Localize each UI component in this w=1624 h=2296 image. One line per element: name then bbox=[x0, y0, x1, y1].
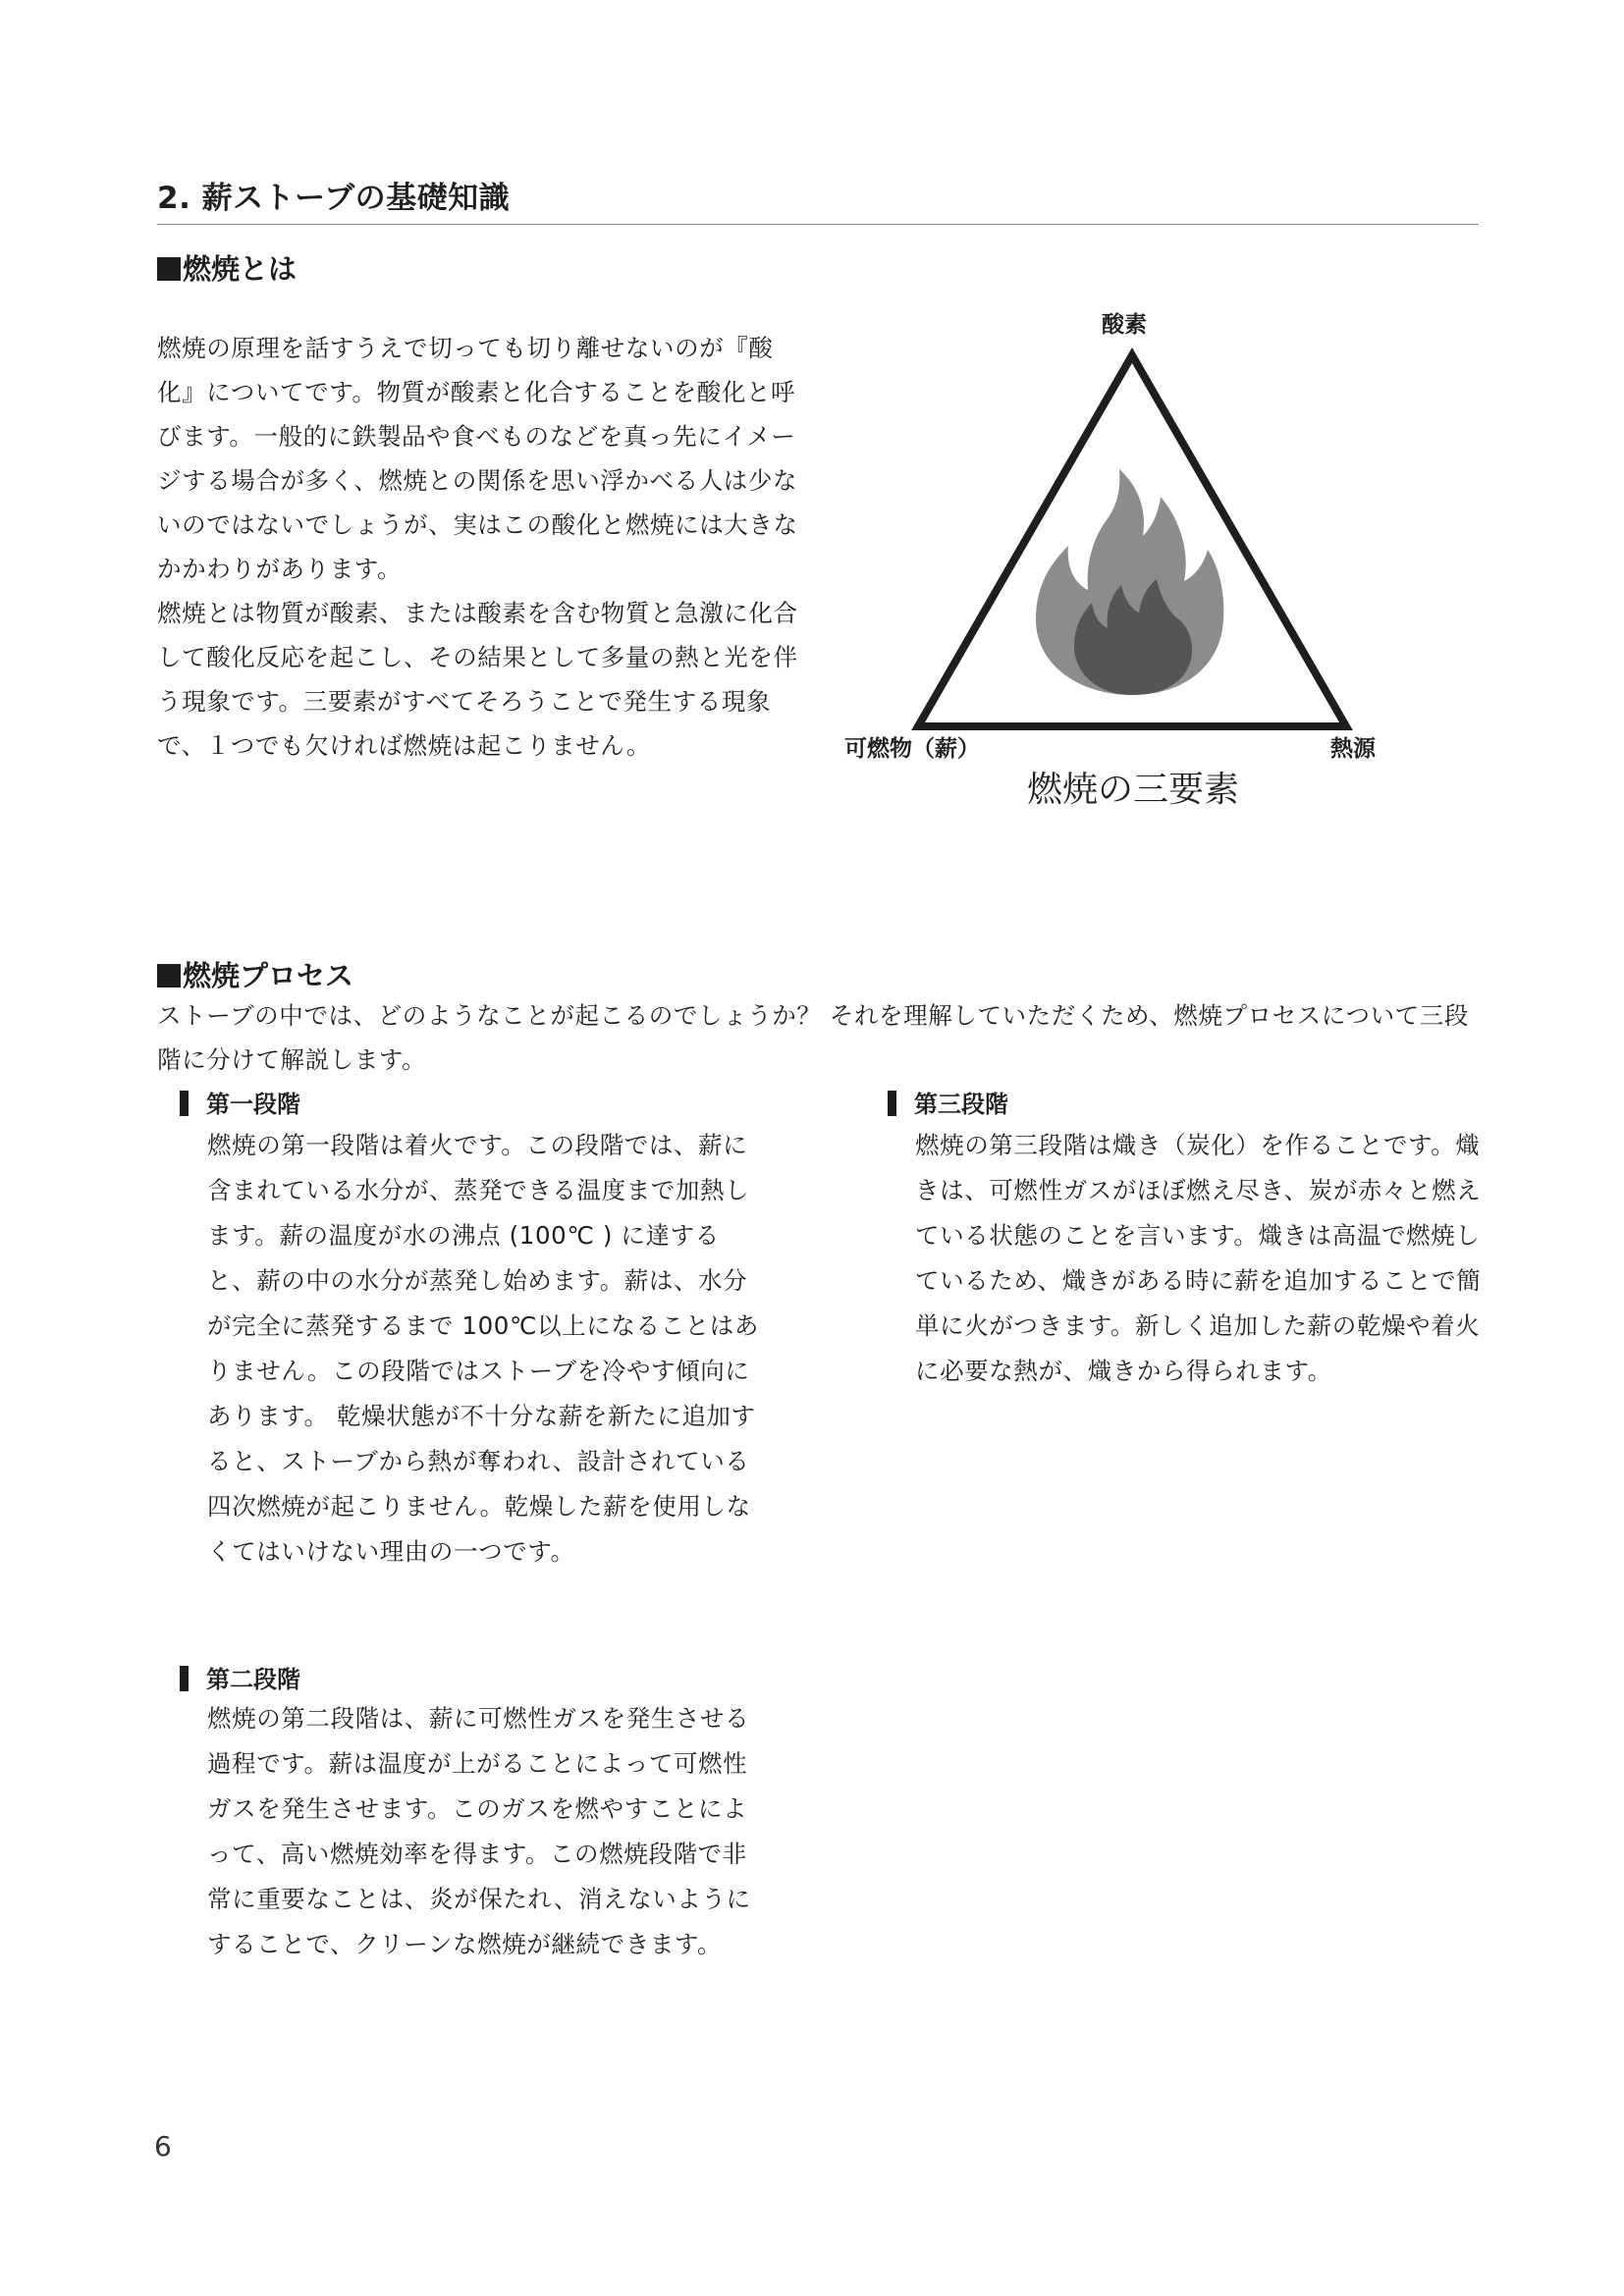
bar-marker-icon bbox=[180, 1666, 189, 1691]
section-divider bbox=[157, 224, 1479, 225]
oxygen-label: 酸素 bbox=[1102, 312, 1147, 338]
bar-marker-icon bbox=[180, 1091, 189, 1116]
fuel-label: 可燃物（薪） bbox=[844, 736, 980, 762]
page-number: 6 bbox=[154, 2130, 172, 2163]
square-bullet-icon bbox=[157, 964, 181, 988]
process-description: ストーブの中では、どのようなことが起こるのでしょうか？ それを理解していただくため、燃焼プロセスについて三段階に分けて解説します。 bbox=[157, 1001, 1469, 1074]
stage3-heading bbox=[888, 1085, 1008, 1119]
heat-label: 熱源 bbox=[1330, 736, 1376, 762]
bar-marker-icon bbox=[888, 1091, 896, 1116]
section-title: 2. 薪ストーブの基礎知識 bbox=[157, 181, 511, 216]
intro-paragraph-1: 燃焼の原理を話すうえで切っても切り離せないのが『酸化』についてです。物質が酸素と化合することを酸化と呼びます。一般的に鉄製品や食べものなどを真っ先にイメージする場合が多く、燃焼との関係を思い浮かべる人は少ないのではないでしょうが、実はこの酸化と燃焼には大きなかかわりがあります。 bbox=[157, 334, 798, 583]
combustion-intro bbox=[157, 326, 805, 768]
fire-triangle-diagram bbox=[835, 300, 1384, 821]
square-bullet-icon bbox=[157, 257, 181, 281]
process-heading bbox=[157, 954, 353, 994]
combustion-heading-text: 燃焼とは bbox=[183, 252, 298, 286]
stage2-title: 第二段階 bbox=[206, 1666, 300, 1693]
combustion-heading bbox=[157, 247, 297, 288]
stage1-heading bbox=[180, 1085, 300, 1119]
process-heading-text: 燃焼プロセス bbox=[183, 959, 354, 992]
stage3-title: 第三段階 bbox=[914, 1091, 1008, 1118]
stage3-body: 燃焼の第三段階は熾き（炭化）を作ることです。熾きは、可燃性ガスがほぼ燃え尽き、炭が赤々と燃えている状態のことを言います。熾きは高温で燃焼しているため、熾きがある時に薪を追加することで簡単に火がつきます。新しく追加した薪の乾燥や着火に必要な熱が、熾きから得られます。 bbox=[915, 1131, 1482, 1385]
stage1-title: 第一段階 bbox=[206, 1091, 300, 1118]
stage2-heading bbox=[180, 1660, 300, 1694]
stage2-body: 燃焼の第二段階は、薪に可燃性ガスを発生させる過程です。薪は温度が上がることによって可燃性ガスを発生させます。このガスを燃やすことによって、高い燃焼効率を得ます。この燃焼段階で非常に重要なことは、炎が保たれ、消えないようにすることで、クリーンな燃焼が継続できます。 bbox=[207, 1704, 751, 1958]
diagram-caption: 燃焼の三要素 bbox=[1027, 770, 1240, 810]
intro-paragraph-2: 燃焼とは物質が酸素、または酸素を含む物質と急激に化合して酸化反応を起こし、その結果として多量の熱と光を伴う現象です。三要素がすべてそろうことで発生する現象で、１つでも欠ければ燃焼は起こりません。 bbox=[157, 599, 798, 760]
stage1-body: 燃焼の第一段階は着火です。この段階では、薪に含まれている水分が、蒸発できる温度まで加熱します。薪の温度が水の沸点 (100℃ ) に達すると、薪の中の水分が蒸発し始めます。薪は、水分が完全に蒸発するまで 100℃以上になることはありません。この段階ではストーブを冷やす傾向にあります。 乾燥状態が不十分な薪を新たに追加すると、ストーブから熱が奪われ、設計されている四次燃焼が起こりません。乾燥した薪を使用しなくてはいけない理由の一つです。 bbox=[207, 1131, 759, 1566]
